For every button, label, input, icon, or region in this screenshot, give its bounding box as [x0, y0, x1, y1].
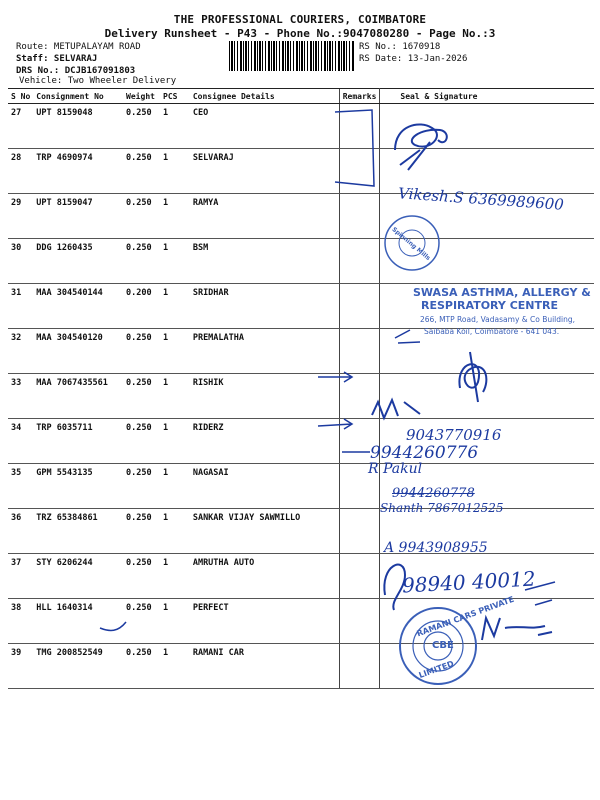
drs-number: DRS No.: DCJB167091803 [16, 66, 136, 76]
cell-consignee: RISHIK [190, 374, 339, 419]
col-pcs: PCS [160, 89, 190, 104]
col-sno: S No [8, 89, 33, 104]
cell-weight: 0.250 [123, 554, 160, 599]
ramani-stamp-center: CBE [432, 640, 454, 651]
cell-sno: 30 [8, 239, 33, 284]
handwriting-row38-phone: 98940 40012 [401, 566, 537, 598]
ramani-stamp-top: RAMANI CARS PRIVATE [415, 594, 516, 639]
cell-remarks [339, 554, 380, 599]
table-row [8, 104, 594, 149]
cell-seal-signature [380, 374, 594, 419]
table-row [8, 419, 594, 464]
rs-number: RS No.: 1670918 [359, 42, 441, 52]
table-header-row [8, 89, 594, 104]
clinic-stamp-name: SWASA ASTHMA, ALLERGY & [413, 286, 591, 299]
clinic-stamp-address1: 266, MTP Road, Vadasamy & Co Building, [420, 315, 576, 324]
cell-consignee: NAGASAI [190, 464, 339, 509]
cell-sno: 35 [8, 464, 33, 509]
cell-consignee: AMRUTHA AUTO [190, 554, 339, 599]
handwriting-row36-name: Shanth 7867012525 [380, 501, 504, 515]
cell-consignee: RAMANI CAR [190, 644, 339, 689]
cell-sno: 39 [8, 644, 33, 689]
handwriting-row29: Vikesh.S 6369989600 [397, 184, 565, 214]
cell-sno: 28 [8, 149, 33, 194]
cell-sno: 38 [8, 599, 33, 644]
cell-weight: 0.250 [123, 644, 160, 689]
cell-sno: 32 [8, 329, 33, 374]
col-weight: Weight [123, 89, 160, 104]
cell-sno: 34 [8, 419, 33, 464]
cell-remarks [339, 644, 380, 689]
cell-sno: 27 [8, 104, 33, 149]
cell-consignment: MAA 304540120 [33, 329, 123, 374]
cell-weight: 0.250 [123, 149, 160, 194]
cell-seal-signature [380, 104, 594, 149]
cell-sno: 37 [8, 554, 33, 599]
col-consignee: Consignee Details [190, 89, 339, 104]
cell-remarks [339, 599, 380, 644]
cell-remarks [339, 104, 380, 149]
cell-pcs: 1 [160, 554, 190, 599]
cell-weight: 0.250 [123, 599, 160, 644]
cell-seal-signature [380, 644, 594, 689]
cell-remarks [339, 509, 380, 554]
cell-consignment: HLL 1640314 [33, 599, 123, 644]
cell-weight: 0.250 [123, 374, 160, 419]
spinning-stamp-text: Spinning Mills [390, 226, 432, 262]
cell-pcs: 1 [160, 599, 190, 644]
table-row [8, 374, 594, 419]
cell-pcs: 1 [160, 374, 190, 419]
cell-sno: 31 [8, 284, 33, 329]
cell-weight: 0.250 [123, 464, 160, 509]
col-consignment: Consignment No [33, 89, 123, 104]
table-row [8, 239, 594, 284]
cell-weight: 0.250 [123, 419, 160, 464]
cell-remarks [339, 194, 380, 239]
cell-pcs: 1 [160, 509, 190, 554]
cell-remarks [339, 284, 380, 329]
cell-pcs: 1 [160, 104, 190, 149]
phone-row34: 9043770916 [406, 426, 502, 444]
cell-consignment: STY 6206244 [33, 554, 123, 599]
route-label: Route: METUPALAYAM ROAD [16, 42, 141, 52]
cell-consignee: SANKAR VIJAY SAWMILLO [190, 509, 339, 554]
handwriting-row36-phone: 9944260778 [392, 486, 475, 501]
cell-weight: 0.250 [123, 329, 160, 374]
cell-consignment: MAA 304540144 [33, 284, 123, 329]
cell-weight: 0.250 [123, 194, 160, 239]
cell-pcs: 1 [160, 284, 190, 329]
table-row [8, 644, 594, 689]
table-row [8, 149, 594, 194]
cell-pcs: 1 [160, 149, 190, 194]
table-row [8, 464, 594, 509]
cell-weight: 0.200 [123, 284, 160, 329]
handwriting-row35-name: R Pakul [368, 461, 423, 477]
cell-weight: 0.250 [123, 239, 160, 284]
handwriting-row35-phone: 9944260776 [370, 443, 479, 463]
rs-date: RS Date: 13-Jan-2026 [359, 54, 468, 64]
cell-pcs: 1 [160, 329, 190, 374]
cell-consignee: SELVARAJ [190, 149, 339, 194]
cell-weight: 0.250 [123, 104, 160, 149]
cell-consignment: TRP 4690974 [33, 149, 123, 194]
col-remarks: Remarks [339, 89, 380, 104]
cell-consignment: MAA 7067435561 [33, 374, 123, 419]
cell-sno: 36 [8, 509, 33, 554]
runsheet-subtitle: Delivery Runsheet - P43 - Phone No.:9047080280 - Page No.:3 [104, 27, 496, 40]
cell-remarks [339, 239, 380, 284]
handwriting-row37-phone: A 9943908955 [384, 540, 488, 556]
ramani-stamp-bottom: LIMITED [417, 659, 456, 680]
cell-consignee: PERFECT [190, 599, 339, 644]
cell-remarks [339, 329, 380, 374]
cell-sno: 29 [8, 194, 33, 239]
cell-weight: 0.250 [123, 509, 160, 554]
cell-consignee: RIDERZ [190, 419, 339, 464]
clinic-stamp-address2: Saibaba Koil, Coimbatore - 641 043. [424, 327, 560, 336]
cell-sno: 33 [8, 374, 33, 419]
cell-pcs: 1 [160, 464, 190, 509]
cell-consignee: PREMALATHA [190, 329, 339, 374]
barcode [229, 41, 354, 71]
cell-consignment: DDG 1260435 [33, 239, 123, 284]
cell-consignee: RAMYA [190, 194, 339, 239]
company-title: THE PROFESSIONAL COURIERS, COIMBATORE [173, 13, 427, 26]
cell-consignee: SRIDHAR [190, 284, 339, 329]
table-row [8, 509, 594, 554]
cell-pcs: 1 [160, 419, 190, 464]
cell-consignment: TRZ 65384861 [33, 509, 123, 554]
vehicle-label: Vehicle: Two Wheeler Delivery [19, 76, 177, 86]
cell-pcs: 1 [160, 644, 190, 689]
cell-consignment: TMG 200852549 [33, 644, 123, 689]
clinic-stamp-name2: RESPIRATORY CENTRE [421, 299, 558, 312]
cell-pcs: 1 [160, 239, 190, 284]
cell-consignment: TRP 6035711 [33, 419, 123, 464]
cell-consignment: GPM 5543135 [33, 464, 123, 509]
cell-remarks [339, 374, 380, 419]
staff-label: Staff: SELVARAJ [16, 54, 98, 64]
cell-consignment: UPT 8159048 [33, 104, 123, 149]
cell-pcs: 1 [160, 194, 190, 239]
cell-remarks [339, 149, 380, 194]
cell-consignee: BSM [190, 239, 339, 284]
col-seal-signature: Seal & Signature [380, 89, 594, 104]
cell-consignee: CEO [190, 104, 339, 149]
cell-consignment: UPT 8159047 [33, 194, 123, 239]
